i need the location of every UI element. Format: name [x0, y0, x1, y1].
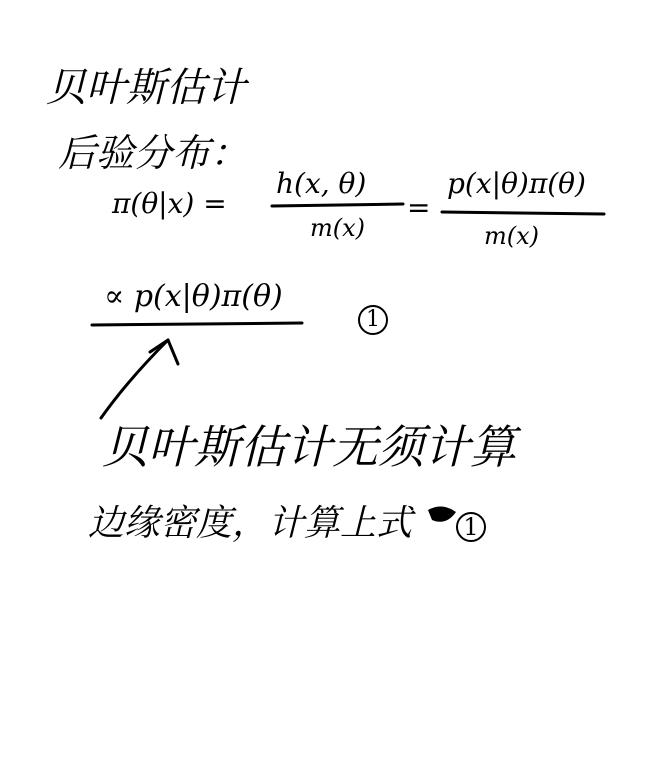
underline-stroke — [92, 323, 302, 325]
formula-equals: = — [407, 191, 431, 224]
circled-number: 1 — [456, 512, 486, 542]
posterior-label: 后验分布： — [58, 131, 249, 175]
fraction-bar-1 — [272, 204, 403, 206]
fraction-bar-2 — [442, 212, 604, 214]
fraction-2-numerator: p(x|θ)π(θ) — [447, 167, 586, 200]
fraction-2-denominator: m(x) — [484, 222, 540, 250]
formula-lhs: π(θ|x) = — [112, 187, 227, 220]
marginal-density-note: 边缘密度，计算上式 — [88, 503, 413, 544]
circled-number: 1 — [358, 305, 388, 335]
fraction-1-numerator: h(x, θ) — [276, 167, 367, 200]
no-calculation-note: 贝叶斯估计无须计算 — [102, 420, 516, 474]
arrow-shaft — [101, 340, 168, 418]
fraction-1-denominator: m(x) — [310, 214, 366, 242]
page-title: 贝叶斯估计 — [46, 65, 246, 111]
proportional-expression: ∝ p(x|θ)π(θ) — [104, 279, 283, 314]
scribble-mark — [428, 506, 456, 521]
